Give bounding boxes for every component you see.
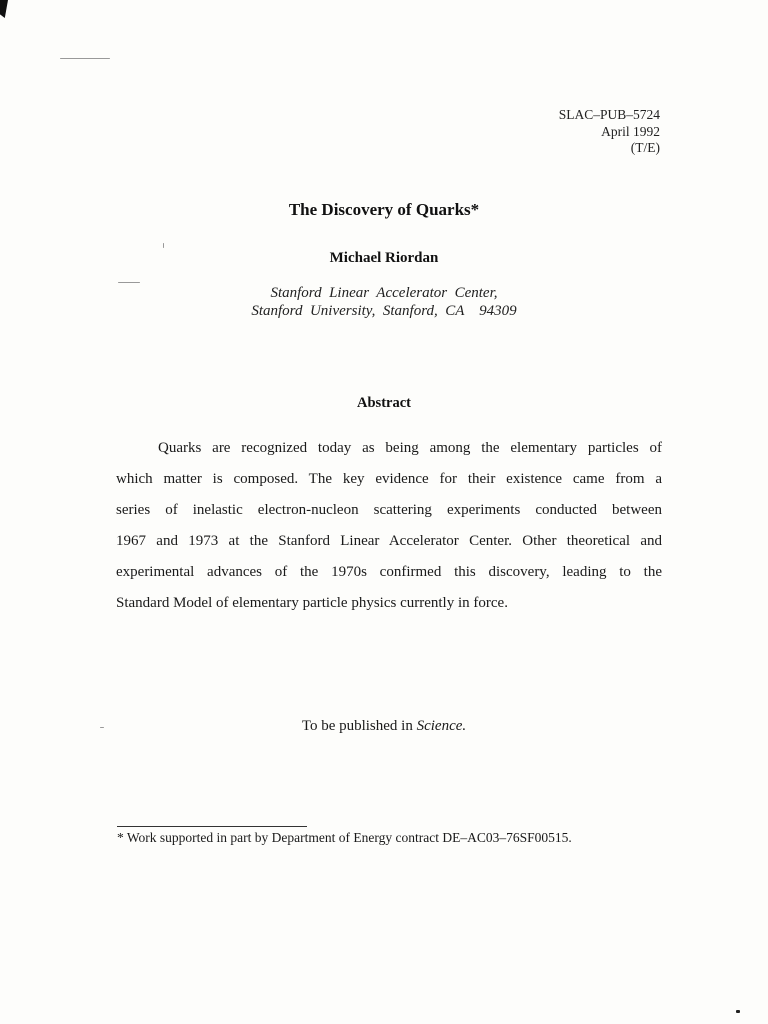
abstract-line: which matter is composed. The key evidence for their existence came from a [116,471,662,487]
abstract-line: Standard Model of elementary particle physics currently in force. [116,595,508,611]
publication-note [0,718,768,735]
author-name: Michael Riordan [329,250,439,266]
scan-corner-mark [0,0,8,18]
report-category: (T/E) [630,140,660,155]
scan-speck [118,282,140,283]
abstract-line: Quarks are recognized today as being among the elementary particles of [158,440,662,456]
paper-title: The Discovery of Quarks* [288,200,480,219]
abstract-heading: Abstract [357,395,411,411]
report-number: SLAC–PUB–5724 [558,107,660,122]
scan-speck [163,243,164,248]
scan-speck [60,58,110,59]
footnote: * Work supported in part by Department of Energy contract DE–AC03–76SF00515. [117,830,572,845]
report-date: April 1992 [601,123,660,139]
publication-prefix: To be published in [301,718,417,734]
journal-name: Science. [416,718,467,734]
abstract-line: series of inelastic electron-nucleon scattering experiments conducted between [116,502,662,518]
affiliation-line-2: Stanford University, Stanford, CA 94309 [251,303,517,319]
abstract-line: 1967 and 1973 at the Stanford Linear Accelerator Center. Other theoretical and [116,533,662,549]
affiliation-line-1: Stanford Linear Accelerator Center, [270,285,498,301]
abstract-line: experimental advances of the 1970s confirmed this discovery, leading to the [116,564,662,580]
footnote-rule [117,826,307,827]
report-number-block [559,107,660,157]
scan-speck [736,1010,740,1013]
